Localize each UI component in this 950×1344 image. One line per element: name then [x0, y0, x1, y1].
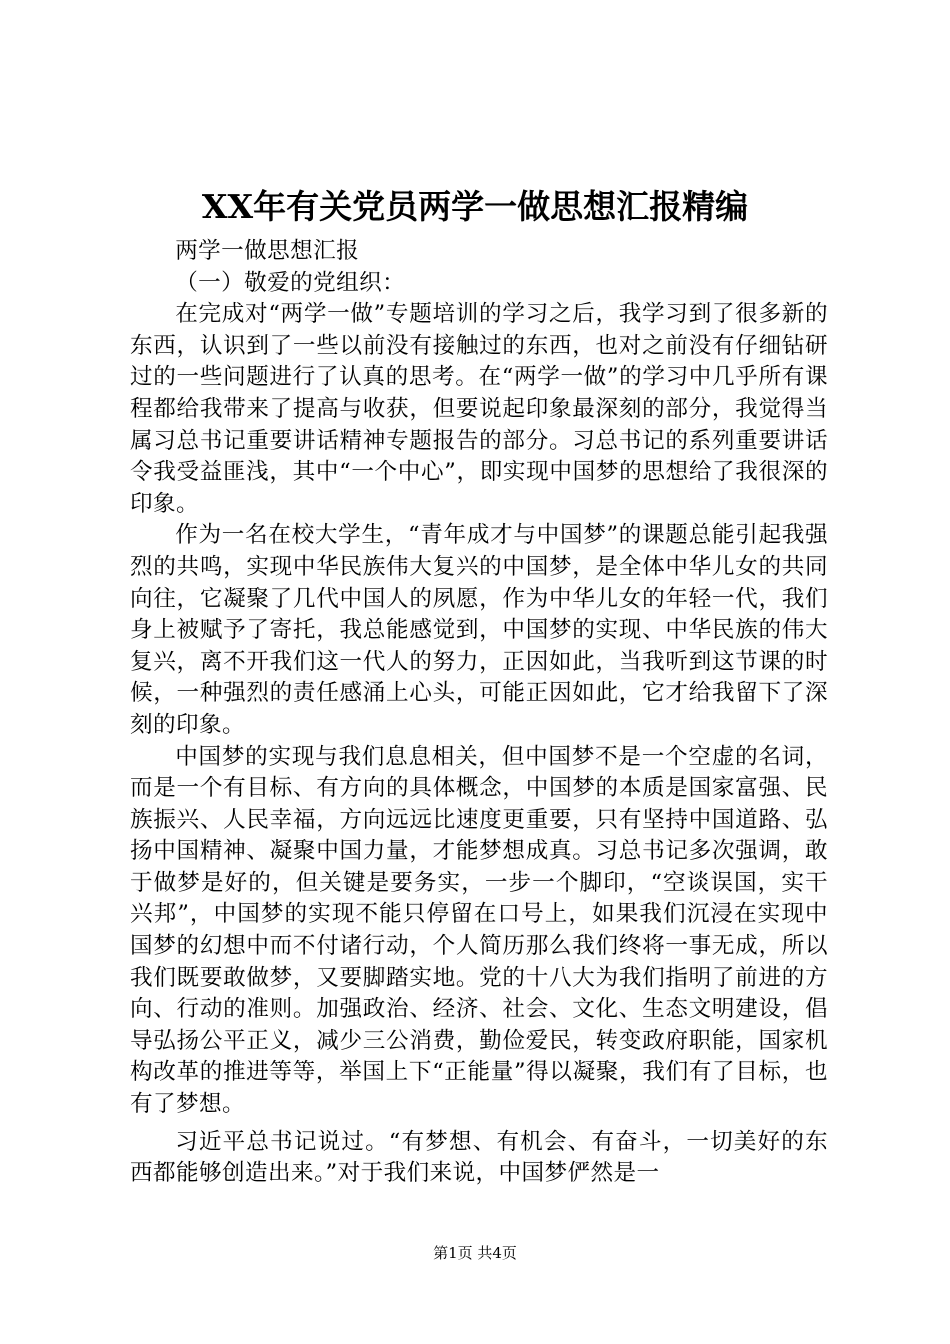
body-paragraph: 作为一名在校大学生，“青年成才与中国梦”的课题总能引起我强烈的共鸣，实现中华民族伟大复兴的中国梦，是全体中华儿女的共同向往，它凝聚了几代中国人的夙愿，作为中华儿女的年轻一代，我们身上被赋予了寄托，我总能感觉到，中国梦的实现、中华民族的伟大复兴，离不开我们这一代人的努力，正因如此，当我听到这节课的时候，一种强烈的责任感涌上心头，可能正因如此，它才给我留下了深刻的印象。 — [130, 522, 828, 738]
salutation: （一）敬爱的党组织： — [175, 269, 406, 296]
document-title: XX年有关党员两学一做思想汇报精编 — [201, 187, 749, 226]
document-body — [130, 236, 828, 1190]
body-paragraph: 在完成对“两学一做”专题培训的学习之后，我学习到了很多新的东西，认识到了一些以前没有接触过的东西，也对之前没有仔细钻研过的一些问题进行了认真的思考。在“两学一做”的学习中几乎所有课程都给我带来了提高与收获，但要说起印象最深刻的部分，我觉得当属习总书记重要讲话精神专题报告的部分。习总书记的系列重要讲话令我受益匪浅，其中“一个中心”，即实现中国梦的思想给了我很深的印象。 — [130, 301, 828, 517]
body-paragraph: 习近平总书记说过。“有梦想、有机会、有奋斗，一切美好的东西都能够创造出来。”对于我们来说，中国梦俨然是一 — [130, 1128, 828, 1187]
subheading: 两学一做思想汇报 — [175, 238, 360, 264]
page-footer: 第1页 共4页 — [433, 1244, 517, 1262]
body-paragraph: 中国梦的实现与我们息息相关，但中国梦不是一个空虚的名词，而是一个有目标、有方向的具体概念，中国梦的本质是国家富强、民族振兴、人民幸福，方向远远比速度更重要，只有坚持中国道路、弘扬中国精神、凝聚中国力量，才能梦想成真。习总书记多次强调，敢于做梦是好的，但关键是要务实，一步一个脚印，“空谈误国，实干兴邦”，中国梦的实现不能只停留在口号上，如果我们沉浸在实现中国梦的幻想中而不付诸行动，个人简历那么我们终将一事无成，所以我们既要敢做梦，又要脚踏实地。党的十八大为我们指明了前进的方向、行动的准则。加强政治、经济、社会、文化、生态文明建设，倡导弘扬公平正义，减少三公消费，勤俭爱民，转变政府职能，国家机构改革的推进等等，举国上下“正能量”得以凝聚，我们有了目标，也有了梦想。 — [130, 743, 828, 1118]
